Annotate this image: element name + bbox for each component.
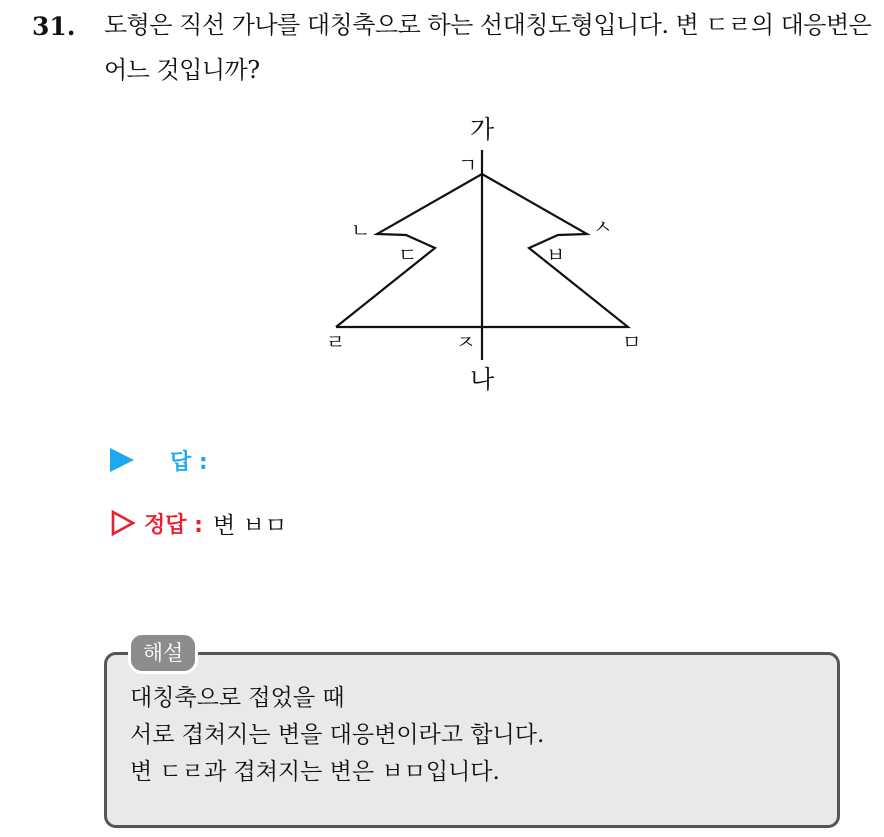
figure-svg: [300, 110, 660, 400]
explanation-line-3: 변 ㄷㄹ과 겹쳐지는 변은 ㅂㅁ입니다.: [130, 759, 500, 785]
label-rieul: ㄹ: [326, 330, 346, 354]
explanation-text: [130, 680, 830, 791]
correct-answer-row: [110, 503, 287, 543]
answer-row: [110, 440, 208, 480]
label-digeut: ㄷ: [398, 243, 418, 267]
label-siot: ㅅ: [593, 215, 613, 239]
symmetric-figure: [300, 110, 660, 400]
label-giyeok: ㄱ: [458, 153, 478, 177]
outline-triangle-icon: [110, 510, 136, 536]
question-text: 도형은 직선 가나를 대칭축으로 하는 선대칭도형입니다. 변 ㄷㄹ의 대응변은 어느 것입니까?: [104, 11, 872, 84]
label-na: 나: [470, 365, 495, 394]
label-bieup: ㅂ: [546, 243, 566, 267]
label-nieun: ㄴ: [351, 218, 371, 242]
correct-answer-value: 변 ㅂㅁ: [212, 512, 287, 539]
explanation-tab: 해설: [128, 632, 198, 674]
correct-answer-label: 정답 :: [144, 512, 203, 538]
label-jieut: ㅈ: [456, 330, 476, 354]
explanation-line-2: 서로 겹쳐지는 변을 대응변이라고 합니다.: [130, 722, 545, 748]
label-mieum: ㅁ: [622, 330, 642, 354]
label-ga: 가: [470, 115, 495, 144]
question-number: 31.: [32, 12, 76, 41]
explanation-line-1: 대칭축으로 접었을 때: [130, 685, 345, 711]
play-triangle-icon: [110, 448, 134, 472]
answer-label: 답 :: [170, 449, 208, 475]
